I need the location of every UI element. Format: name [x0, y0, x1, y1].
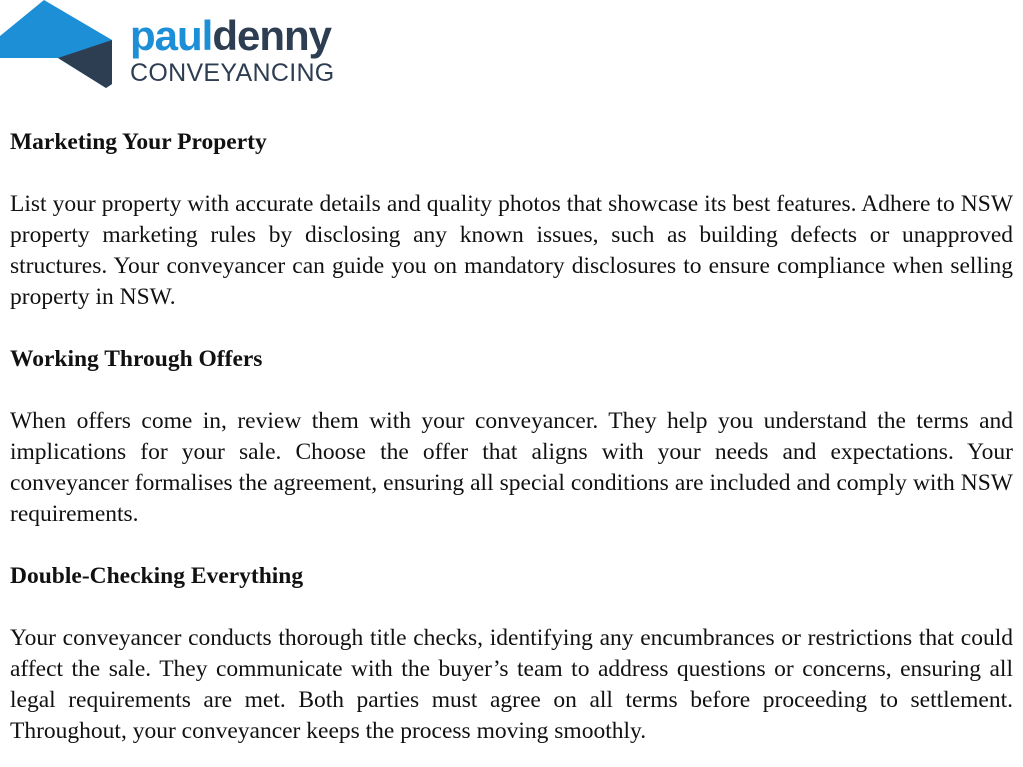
section-heading: Working Through Offers [10, 346, 263, 372]
section-paragraph: List your property with accurate details and quality photos that showcase its best features. Adhere to NSW property marketing rules by disclosing any known issues, such as building defects or unapproved structures. Your conveyancer can guide you on mandatory disclosures to ensure compliance when selling property in NSW. [10, 191, 1013, 310]
house-roof-icon [0, 0, 112, 88]
section-paragraph: Your conveyancer conducts thorough title checks, identifying any encumbrances or restrictions that could affect the sale. They communicate with the buyer’s team to address questions or concerns, ensuring all legal requirements are met. Both parties must agree on all terms before proceeding to settlement. Throughout, your conveyancer keeps the process moving smoothly. [10, 625, 1013, 744]
section-checking [10, 561, 1013, 747]
brand-name-second: denny [212, 12, 332, 59]
section-paragraph: When offers come in, review them with your conveyancer. They help you understand the terms and implications for your sale. Choose the offer that aligns with your needs and expectations. Your conveyancer formalises the agreement, ensuring all special conditions are included and comply with NSW requirements. [10, 408, 1013, 527]
section-offers [10, 344, 1013, 530]
section-marketing [10, 127, 1013, 313]
brand-name [130, 14, 335, 58]
company-logo [0, 0, 360, 92]
brand-tagline: CONVEYANCING [130, 59, 335, 87]
brand-name-first: paul [130, 12, 213, 59]
section-heading: Double-Checking Everything [10, 563, 304, 589]
document-body [10, 127, 1013, 747]
section-heading: Marketing Your Property [10, 129, 267, 155]
logo-wordmark [130, 14, 335, 87]
